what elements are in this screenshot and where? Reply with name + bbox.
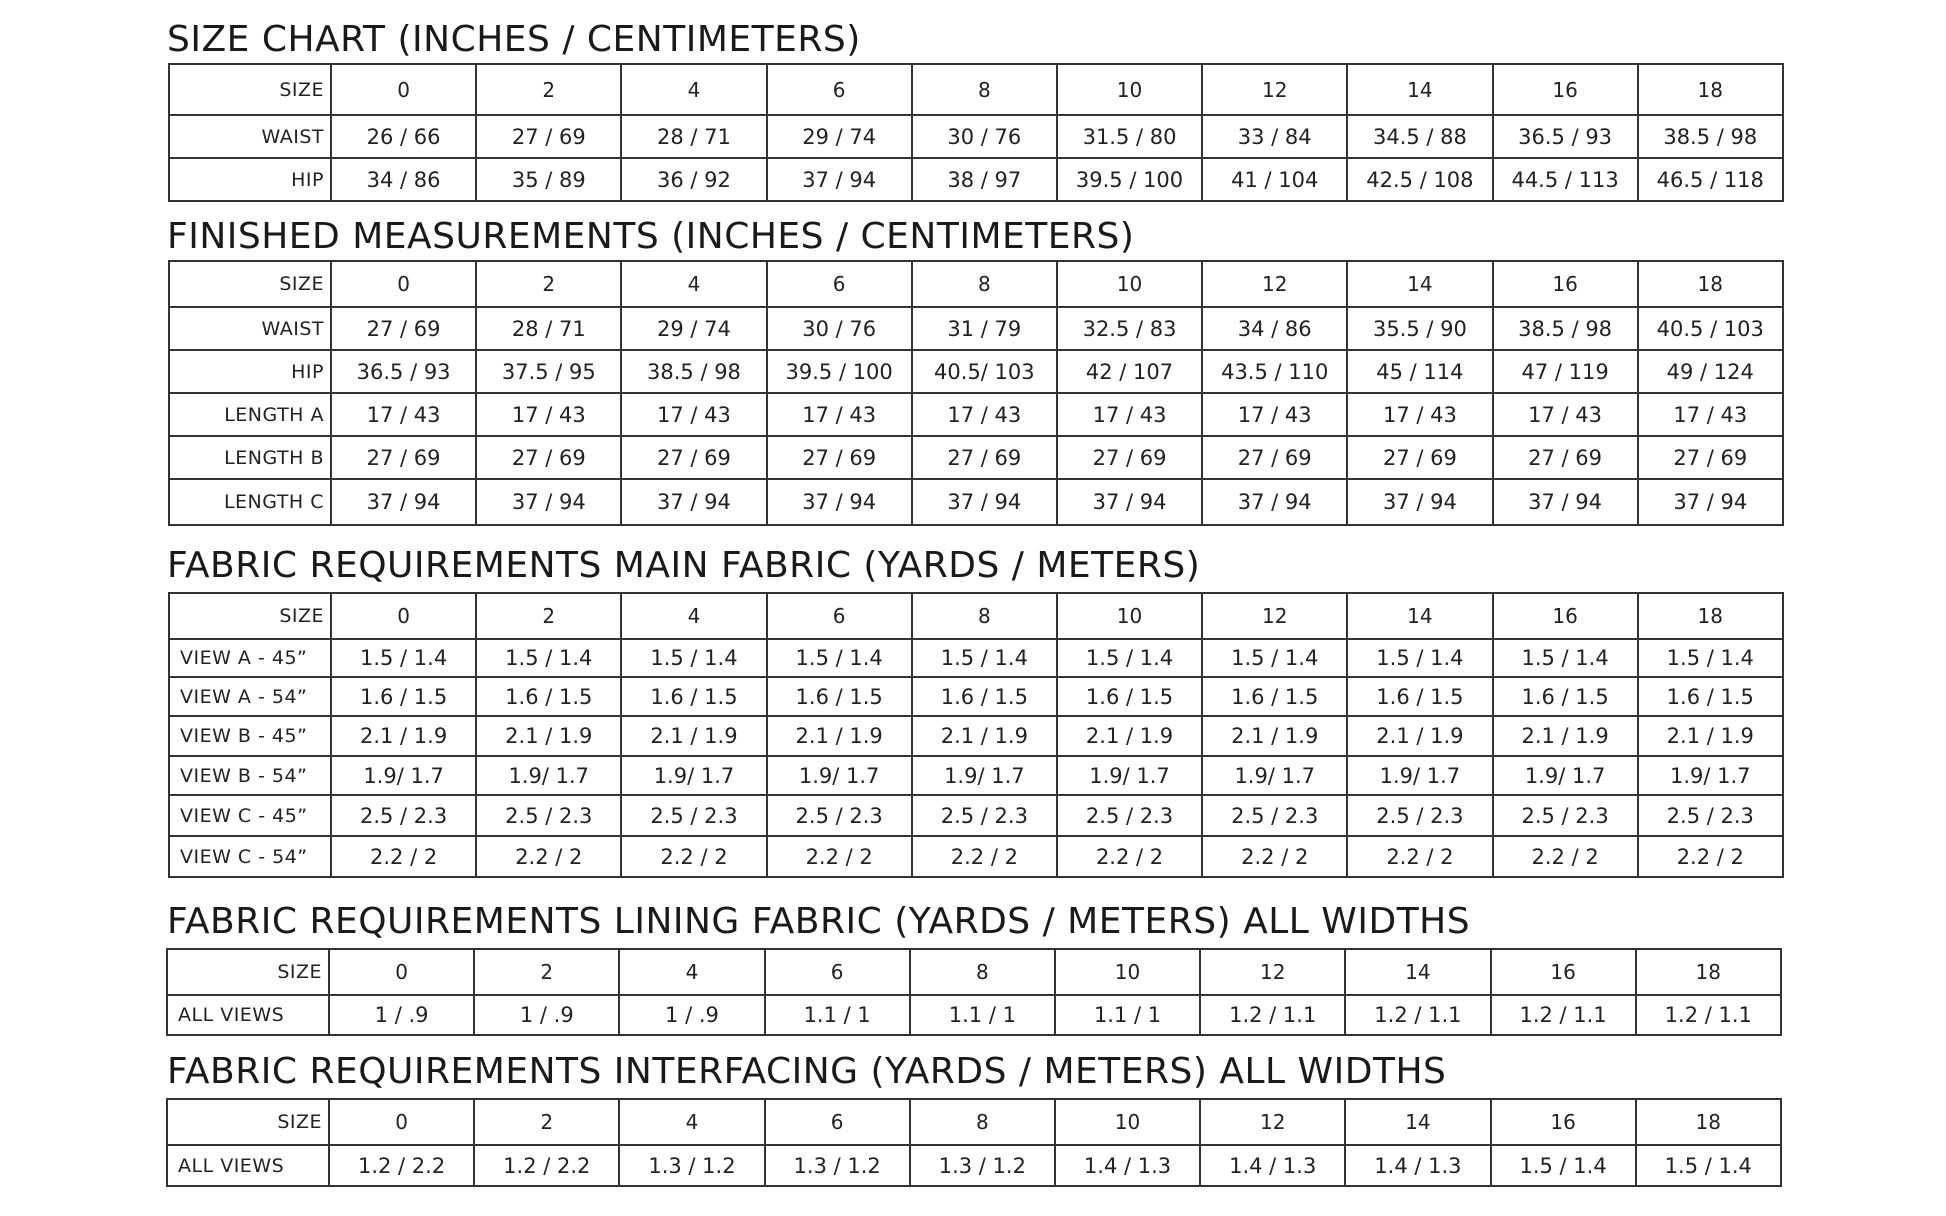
table-cell: 1.9/ 1.7 bbox=[476, 756, 621, 795]
size-header-cell: 10 bbox=[1057, 261, 1202, 307]
size-header-cell: 16 bbox=[1491, 949, 1636, 995]
table-cell: 2.5 / 2.3 bbox=[331, 795, 476, 836]
table-cell: 1.6 / 1.5 bbox=[767, 677, 912, 716]
size-header-cell: 6 bbox=[765, 949, 910, 995]
table-cell: 31.5 / 80 bbox=[1057, 115, 1202, 158]
table-row bbox=[169, 639, 1783, 677]
table-cell: 45 / 114 bbox=[1347, 350, 1492, 393]
size-header-cell: 12 bbox=[1202, 593, 1347, 639]
row-label: VIEW C - 45” bbox=[169, 795, 331, 836]
table-cell: 1.9/ 1.7 bbox=[912, 756, 1057, 795]
size-header-cell: 6 bbox=[767, 593, 912, 639]
table-cell: 1.3 / 1.2 bbox=[619, 1145, 764, 1186]
table-cell: 41 / 104 bbox=[1202, 158, 1347, 201]
table-cell: 1.9/ 1.7 bbox=[767, 756, 912, 795]
table-cell: 33 / 84 bbox=[1202, 115, 1347, 158]
size-header-cell: 18 bbox=[1638, 261, 1783, 307]
main-fabric-table bbox=[168, 592, 1784, 878]
table-cell: 2.1 / 1.9 bbox=[1493, 716, 1638, 756]
table-cell: 1.9/ 1.7 bbox=[1057, 756, 1202, 795]
table-row bbox=[169, 716, 1783, 756]
table-cell: 1.2 / 2.2 bbox=[329, 1145, 474, 1186]
table-cell: 17 / 43 bbox=[331, 393, 476, 436]
table-cell: 2.5 / 2.3 bbox=[1493, 795, 1638, 836]
table-cell: 1.2 / 1.1 bbox=[1345, 995, 1490, 1035]
size-header-cell: 14 bbox=[1347, 261, 1492, 307]
table-cell: 2.2 / 2 bbox=[767, 836, 912, 877]
table-cell: 37 / 94 bbox=[1202, 479, 1347, 525]
table-cell: 1 / .9 bbox=[619, 995, 764, 1035]
table-cell: 1.2 / 2.2 bbox=[474, 1145, 619, 1186]
table-cell: 2.2 / 2 bbox=[331, 836, 476, 877]
row-label: LENGTH C bbox=[169, 479, 331, 525]
table-row bbox=[167, 995, 1781, 1035]
row-label: LENGTH A bbox=[169, 393, 331, 436]
table-cell: 1.5 / 1.4 bbox=[476, 639, 621, 677]
size-header-label: SIZE bbox=[167, 949, 329, 995]
table-cell: 1.5 / 1.4 bbox=[1202, 639, 1347, 677]
table-cell: 2.1 / 1.9 bbox=[621, 716, 766, 756]
table-cell: 37 / 94 bbox=[912, 479, 1057, 525]
table-cell: 1 / .9 bbox=[474, 995, 619, 1035]
row-label: ALL VIEWS bbox=[167, 1145, 329, 1186]
row-label: VIEW B - 45” bbox=[169, 716, 331, 756]
main-fabric-title: FABRIC REQUIREMENTS MAIN FABRIC (YARDS / METERS) bbox=[167, 545, 1201, 586]
table-cell: 1.6 / 1.5 bbox=[1347, 677, 1492, 716]
size-header-cell: 2 bbox=[474, 1099, 619, 1145]
size-header-cell: 0 bbox=[329, 1099, 474, 1145]
size-header-cell: 12 bbox=[1200, 1099, 1345, 1145]
table-cell: 47 / 119 bbox=[1493, 350, 1638, 393]
row-label: HIP bbox=[169, 350, 331, 393]
table-cell: 2.5 / 2.3 bbox=[621, 795, 766, 836]
size-header-cell: 10 bbox=[1055, 949, 1200, 995]
table-row bbox=[169, 393, 1783, 436]
table-cell: 1.3 / 1.2 bbox=[765, 1145, 910, 1186]
table-cell: 2.5 / 2.3 bbox=[1057, 795, 1202, 836]
table-cell: 2.5 / 2.3 bbox=[1638, 795, 1783, 836]
table-cell: 37 / 94 bbox=[767, 158, 912, 201]
size-header-cell: 12 bbox=[1200, 949, 1345, 995]
table-cell: 37 / 94 bbox=[767, 479, 912, 525]
table-cell: 39.5 / 100 bbox=[1057, 158, 1202, 201]
table-cell: 2.1 / 1.9 bbox=[1638, 716, 1783, 756]
size-header-cell: 6 bbox=[767, 261, 912, 307]
table-cell: 1.6 / 1.5 bbox=[476, 677, 621, 716]
row-label: VIEW A - 54” bbox=[169, 677, 331, 716]
table-cell: 40.5/ 103 bbox=[912, 350, 1057, 393]
table-cell: 44.5 / 113 bbox=[1493, 158, 1638, 201]
table-cell: 37 / 94 bbox=[1638, 479, 1783, 525]
size-header-cell: 4 bbox=[619, 1099, 764, 1145]
table-cell: 1.5 / 1.4 bbox=[1347, 639, 1492, 677]
table-row bbox=[169, 795, 1783, 836]
table-cell: 27 / 69 bbox=[476, 115, 621, 158]
table-cell: 27 / 69 bbox=[767, 436, 912, 479]
table-cell: 2.2 / 2 bbox=[621, 836, 766, 877]
size-header-cell: 0 bbox=[331, 593, 476, 639]
size-header-row bbox=[169, 261, 1783, 307]
table-cell: 27 / 69 bbox=[621, 436, 766, 479]
table-cell: 1.6 / 1.5 bbox=[1057, 677, 1202, 716]
size-header-label: SIZE bbox=[169, 261, 331, 307]
table-cell: 17 / 43 bbox=[1638, 393, 1783, 436]
size-header-cell: 0 bbox=[329, 949, 474, 995]
table-row bbox=[169, 307, 1783, 350]
table-cell: 17 / 43 bbox=[767, 393, 912, 436]
table-cell: 1.5 / 1.4 bbox=[767, 639, 912, 677]
size-header-cell: 8 bbox=[910, 949, 1055, 995]
table-cell: 2.2 / 2 bbox=[1347, 836, 1492, 877]
table-cell: 17 / 43 bbox=[1057, 393, 1202, 436]
table-cell: 31 / 79 bbox=[912, 307, 1057, 350]
table-cell: 27 / 69 bbox=[1493, 436, 1638, 479]
table-cell: 30 / 76 bbox=[767, 307, 912, 350]
table-cell: 37 / 94 bbox=[1347, 479, 1492, 525]
table-cell: 2.5 / 2.3 bbox=[912, 795, 1057, 836]
table-cell: 1.5 / 1.4 bbox=[1638, 639, 1783, 677]
table-cell: 36.5 / 93 bbox=[1493, 115, 1638, 158]
table-cell: 27 / 69 bbox=[1057, 436, 1202, 479]
table-cell: 1.6 / 1.5 bbox=[912, 677, 1057, 716]
size-header-cell: 8 bbox=[912, 593, 1057, 639]
table-cell: 37 / 94 bbox=[1057, 479, 1202, 525]
size-header-cell: 18 bbox=[1636, 949, 1781, 995]
table-cell: 1.5 / 1.4 bbox=[1493, 639, 1638, 677]
table-cell: 34 / 86 bbox=[331, 158, 476, 201]
size-header-row bbox=[167, 949, 1781, 995]
table-cell: 43.5 / 110 bbox=[1202, 350, 1347, 393]
size-header-label: SIZE bbox=[169, 593, 331, 639]
table-cell: 1.6 / 1.5 bbox=[1202, 677, 1347, 716]
table-cell: 38.5 / 98 bbox=[1493, 307, 1638, 350]
table-row bbox=[169, 436, 1783, 479]
table-cell: 17 / 43 bbox=[476, 393, 621, 436]
size-header-label: SIZE bbox=[169, 64, 331, 115]
table-cell: 1.5 / 1.4 bbox=[912, 639, 1057, 677]
table-cell: 2.5 / 2.3 bbox=[1347, 795, 1492, 836]
table-cell: 1.1 / 1 bbox=[765, 995, 910, 1035]
size-header-cell: 14 bbox=[1345, 1099, 1490, 1145]
table-cell: 1.5 / 1.4 bbox=[331, 639, 476, 677]
table-row bbox=[169, 479, 1783, 525]
size-header-cell: 0 bbox=[331, 261, 476, 307]
lining-fabric-table bbox=[166, 948, 1782, 1036]
size-header-row bbox=[169, 593, 1783, 639]
size-header-cell: 14 bbox=[1347, 593, 1492, 639]
table-cell: 35.5 / 90 bbox=[1347, 307, 1492, 350]
table-row bbox=[169, 677, 1783, 716]
row-label: VIEW C - 54” bbox=[169, 836, 331, 877]
table-cell: 2.1 / 1.9 bbox=[767, 716, 912, 756]
table-cell: 37 / 94 bbox=[621, 479, 766, 525]
table-cell: 1.4 / 1.3 bbox=[1345, 1145, 1490, 1186]
table-cell: 1.2 / 1.1 bbox=[1491, 995, 1636, 1035]
table-cell: 1.6 / 1.5 bbox=[1638, 677, 1783, 716]
table-cell: 2.1 / 1.9 bbox=[1347, 716, 1492, 756]
size-header-cell: 16 bbox=[1491, 1099, 1636, 1145]
table-row bbox=[169, 115, 1783, 158]
table-cell: 34.5 / 88 bbox=[1347, 115, 1492, 158]
table-cell: 2.2 / 2 bbox=[476, 836, 621, 877]
table-row bbox=[169, 158, 1783, 201]
interfacing-table bbox=[166, 1098, 1782, 1187]
table-cell: 28 / 71 bbox=[621, 115, 766, 158]
table-cell: 1.3 / 1.2 bbox=[910, 1145, 1055, 1186]
table-cell: 1.2 / 1.1 bbox=[1200, 995, 1345, 1035]
table-cell: 38.5 / 98 bbox=[1638, 115, 1783, 158]
table-cell: 1.9/ 1.7 bbox=[1493, 756, 1638, 795]
table-cell: 17 / 43 bbox=[912, 393, 1057, 436]
size-header-cell: 16 bbox=[1493, 261, 1638, 307]
size-header-cell: 16 bbox=[1493, 593, 1638, 639]
table-cell: 1.6 / 1.5 bbox=[1493, 677, 1638, 716]
size-header-row bbox=[167, 1099, 1781, 1145]
table-cell: 2.2 / 2 bbox=[1638, 836, 1783, 877]
interfacing-title: FABRIC REQUIREMENTS INTERFACING (YARDS / METERS) ALL WIDTHS bbox=[167, 1051, 1447, 1092]
table-cell: 27 / 69 bbox=[476, 436, 621, 479]
row-label: VIEW A - 45” bbox=[169, 639, 331, 677]
table-row bbox=[169, 836, 1783, 877]
table-cell: 38.5 / 98 bbox=[621, 350, 766, 393]
table-cell: 28 / 71 bbox=[476, 307, 621, 350]
table-cell: 1 / .9 bbox=[329, 995, 474, 1035]
size-header-cell: 18 bbox=[1638, 593, 1783, 639]
size-header-cell: 4 bbox=[621, 593, 766, 639]
table-cell: 39.5 / 100 bbox=[767, 350, 912, 393]
table-cell: 35 / 89 bbox=[476, 158, 621, 201]
table-cell: 17 / 43 bbox=[621, 393, 766, 436]
row-label: LENGTH B bbox=[169, 436, 331, 479]
table-cell: 17 / 43 bbox=[1347, 393, 1492, 436]
table-cell: 37 / 94 bbox=[331, 479, 476, 525]
size-header-cell: 10 bbox=[1057, 64, 1202, 115]
table-cell: 37.5 / 95 bbox=[476, 350, 621, 393]
table-cell: 1.9/ 1.7 bbox=[1202, 756, 1347, 795]
size-header-cell: 6 bbox=[765, 1099, 910, 1145]
size-header-cell: 2 bbox=[476, 593, 621, 639]
table-cell: 1.6 / 1.5 bbox=[331, 677, 476, 716]
table-cell: 46.5 / 118 bbox=[1638, 158, 1783, 201]
table-cell: 1.9/ 1.7 bbox=[621, 756, 766, 795]
size-header-label: SIZE bbox=[167, 1099, 329, 1145]
row-label: ALL VIEWS bbox=[167, 995, 329, 1035]
table-cell: 1.1 / 1 bbox=[1055, 995, 1200, 1035]
table-cell: 2.5 / 2.3 bbox=[476, 795, 621, 836]
size-header-cell: 6 bbox=[767, 64, 912, 115]
lining-fabric-title: FABRIC REQUIREMENTS LINING FABRIC (YARDS / METERS) ALL WIDTHS bbox=[167, 901, 1471, 942]
table-cell: 2.1 / 1.9 bbox=[1202, 716, 1347, 756]
table-cell: 2.1 / 1.9 bbox=[331, 716, 476, 756]
row-label: HIP bbox=[169, 158, 331, 201]
table-cell: 1.1 / 1 bbox=[910, 995, 1055, 1035]
table-cell: 2.5 / 2.3 bbox=[767, 795, 912, 836]
finished-measurements-table bbox=[168, 260, 1784, 526]
table-cell: 2.2 / 2 bbox=[1493, 836, 1638, 877]
row-label: VIEW B - 54” bbox=[169, 756, 331, 795]
size-header-cell: 16 bbox=[1493, 64, 1638, 115]
table-cell: 26 / 66 bbox=[331, 115, 476, 158]
table-cell: 29 / 74 bbox=[767, 115, 912, 158]
size-header-cell: 14 bbox=[1347, 64, 1492, 115]
table-cell: 29 / 74 bbox=[621, 307, 766, 350]
size-header-cell: 0 bbox=[331, 64, 476, 115]
table-cell: 1.4 / 1.3 bbox=[1200, 1145, 1345, 1186]
table-cell: 49 / 124 bbox=[1638, 350, 1783, 393]
table-cell: 2.1 / 1.9 bbox=[912, 716, 1057, 756]
size-header-cell: 8 bbox=[912, 261, 1057, 307]
table-cell: 37 / 94 bbox=[476, 479, 621, 525]
size-chart-table bbox=[168, 63, 1784, 202]
table-cell: 30 / 76 bbox=[912, 115, 1057, 158]
size-header-cell: 4 bbox=[619, 949, 764, 995]
row-label: WAIST bbox=[169, 307, 331, 350]
size-header-cell: 4 bbox=[621, 64, 766, 115]
table-cell: 1.4 / 1.3 bbox=[1055, 1145, 1200, 1186]
table-cell: 27 / 69 bbox=[331, 307, 476, 350]
table-cell: 17 / 43 bbox=[1202, 393, 1347, 436]
table-cell: 2.1 / 1.9 bbox=[1057, 716, 1202, 756]
size-header-cell: 18 bbox=[1638, 64, 1783, 115]
table-cell: 1.9/ 1.7 bbox=[1347, 756, 1492, 795]
size-header-cell: 10 bbox=[1057, 593, 1202, 639]
table-cell: 27 / 69 bbox=[1638, 436, 1783, 479]
size-header-cell: 8 bbox=[912, 64, 1057, 115]
table-cell: 27 / 69 bbox=[331, 436, 476, 479]
table-cell: 1.5 / 1.4 bbox=[621, 639, 766, 677]
table-cell: 1.9/ 1.7 bbox=[1638, 756, 1783, 795]
table-row bbox=[167, 1145, 1781, 1186]
size-header-cell: 12 bbox=[1202, 64, 1347, 115]
table-cell: 1.5 / 1.4 bbox=[1491, 1145, 1636, 1186]
table-cell: 17 / 43 bbox=[1493, 393, 1638, 436]
table-cell: 2.2 / 2 bbox=[1202, 836, 1347, 877]
table-cell: 42 / 107 bbox=[1057, 350, 1202, 393]
table-cell: 1.2 / 1.1 bbox=[1636, 995, 1781, 1035]
size-header-cell: 18 bbox=[1636, 1099, 1781, 1145]
size-header-cell: 14 bbox=[1345, 949, 1490, 995]
size-header-cell: 2 bbox=[476, 64, 621, 115]
table-cell: 2.1 / 1.9 bbox=[476, 716, 621, 756]
table-cell: 36 / 92 bbox=[621, 158, 766, 201]
size-header-cell: 8 bbox=[910, 1099, 1055, 1145]
table-cell: 1.9/ 1.7 bbox=[331, 756, 476, 795]
size-header-cell: 2 bbox=[474, 949, 619, 995]
table-cell: 32.5 / 83 bbox=[1057, 307, 1202, 350]
finished-measurements-title: FINISHED MEASUREMENTS (INCHES / CENTIMETERS) bbox=[167, 216, 1135, 257]
table-cell: 27 / 69 bbox=[1202, 436, 1347, 479]
table-cell: 36.5 / 93 bbox=[331, 350, 476, 393]
size-chart-title: SIZE CHART (INCHES / CENTIMETERS) bbox=[167, 19, 861, 60]
size-header-cell: 4 bbox=[621, 261, 766, 307]
table-cell: 1.5 / 1.4 bbox=[1057, 639, 1202, 677]
row-label: WAIST bbox=[169, 115, 331, 158]
table-cell: 38 / 97 bbox=[912, 158, 1057, 201]
size-header-cell: 12 bbox=[1202, 261, 1347, 307]
table-row bbox=[169, 350, 1783, 393]
table-cell: 2.2 / 2 bbox=[1057, 836, 1202, 877]
table-cell: 1.5 / 1.4 bbox=[1636, 1145, 1781, 1186]
table-cell: 1.6 / 1.5 bbox=[621, 677, 766, 716]
size-header-cell: 10 bbox=[1055, 1099, 1200, 1145]
table-cell: 37 / 94 bbox=[1493, 479, 1638, 525]
table-cell: 34 / 86 bbox=[1202, 307, 1347, 350]
table-cell: 2.2 / 2 bbox=[912, 836, 1057, 877]
table-cell: 2.5 / 2.3 bbox=[1202, 795, 1347, 836]
size-header-cell: 2 bbox=[476, 261, 621, 307]
table-cell: 42.5 / 108 bbox=[1347, 158, 1492, 201]
table-row bbox=[169, 756, 1783, 795]
table-cell: 40.5 / 103 bbox=[1638, 307, 1783, 350]
table-cell: 27 / 69 bbox=[1347, 436, 1492, 479]
size-header-row bbox=[169, 64, 1783, 115]
table-cell: 27 / 69 bbox=[912, 436, 1057, 479]
